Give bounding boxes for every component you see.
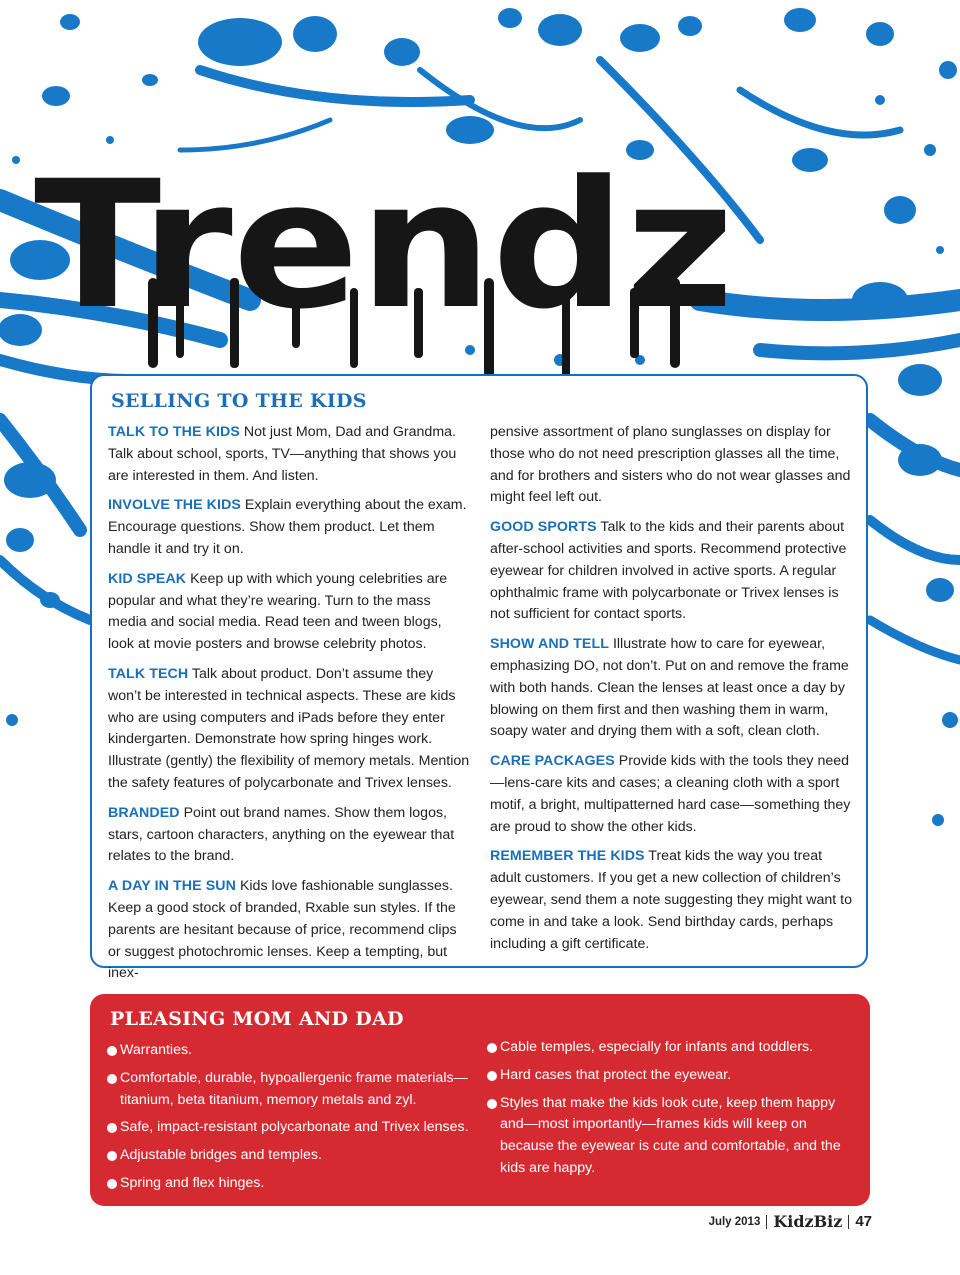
- tip-paragraph: [490, 634, 852, 743]
- tip-lead: INVOLVE THE KIDS: [108, 497, 241, 514]
- issue-date: July 2013: [708, 1215, 761, 1228]
- tip-paragraph: [108, 569, 470, 656]
- page-footer: [709, 1212, 872, 1231]
- bullet-icon: [107, 1123, 117, 1133]
- tip-lead: CARE PACKAGES: [490, 753, 615, 770]
- list-item: [486, 1037, 856, 1059]
- selling-to-kids-panel: [90, 374, 868, 982]
- trendz-title-graphic: [30, 128, 750, 388]
- tip-lead: TALK TO THE KIDS: [108, 424, 240, 440]
- tip-text: Point out brand names. Show them logos, stars, cartoon characters, anything on the eyewear that relates to the brand.: [108, 804, 455, 865]
- tip-lead: REMEMBER THE KIDS: [490, 848, 645, 865]
- tip-text: Talk about product. Don’t assume they won’t be interested in technical aspects. These are kids who are using computers and iPads before they enter kindergarten. Demonstrate how spring hinges work. Illustrate (gently) the flexibility of memory metals. Mention the safety features of polycarbonate and Trivex lenses.: [108, 665, 470, 791]
- page-number: 47: [855, 1213, 872, 1230]
- list-item: [486, 1093, 856, 1180]
- tip-paragraph: [108, 803, 470, 868]
- tip-text: Keep up with which young celebrities are popular and what they’re wearing. Turn to the mass media and social media. Read teen and tween blogs, look at movie posters and browse celebrity photos.: [108, 570, 448, 653]
- bullet-text: Spring and flex hinges.: [120, 1174, 265, 1191]
- pleasing-parents-panel: [90, 994, 870, 1206]
- left-column: [108, 422, 470, 993]
- right-column: [490, 422, 852, 963]
- tip-lead: SHOW AND TELL: [490, 636, 609, 653]
- bullet-text: Comfortable, durable, hypoallergenic frame materials—titanium, beta titanium, memory metals and zyl.: [120, 1069, 468, 1108]
- bullet-text: Cable temples, especially for infants and toddlers.: [500, 1039, 814, 1055]
- tip-paragraph: [108, 422, 470, 487]
- tip-paragraph: [108, 876, 470, 985]
- tip-paragraph: [490, 517, 852, 626]
- tip-text: Provide kids with the tools they need—lens-care kits and cases; a cleaning cloth with a sport motif, a bright, multipatterned hard case—something they are proud to show the other kids.: [490, 753, 851, 835]
- list-item: [106, 1145, 476, 1167]
- tip-lead: GOOD SPORTS: [490, 519, 597, 536]
- list-item: [106, 1068, 476, 1112]
- list-item: [106, 1173, 476, 1195]
- selling-to-kids-heading: SELLING TO THE KIDS: [111, 390, 367, 412]
- bullet-text: Warranties.: [120, 1042, 193, 1058]
- bullet-icon: [107, 1179, 117, 1189]
- bullet-text: Adjustable bridges and temples.: [120, 1147, 322, 1164]
- bullet-text: Safe, impact-resistant polycarbonate and Trivex lenses.: [120, 1119, 469, 1136]
- tip-lead: TALK TECH: [108, 665, 189, 682]
- tip-lead: BRANDED: [108, 804, 180, 821]
- tip-paragraph: [108, 495, 470, 560]
- footer-divider: [766, 1215, 767, 1229]
- bullet-text: Hard cases that protect the eyewear.: [500, 1066, 732, 1083]
- tip-text: pensive assortment of plano sunglasses on display for those who do not need prescription glasses all the time, and for brothers and sisters who do not wear glasses and might feel left out.: [490, 424, 851, 506]
- tip-lead: A DAY IN THE SUN: [108, 878, 236, 895]
- tip-paragraph-continued: [490, 422, 852, 509]
- tip-text: Explain everything about the exam. Encourage questions. Show them product. Let them handle it and try it on.: [108, 497, 467, 557]
- tip-lead: KID SPEAK: [108, 570, 187, 587]
- bullet-icon: [107, 1074, 117, 1084]
- bullet-icon: [487, 1099, 497, 1109]
- tip-text: Kids love fashionable sunglasses. Keep a good stock of branded, Rxable sun styles. If the parents are hesitant because of price, recommend clips or suggest photochromic lenses. Keep a tempting, but inex-: [108, 878, 457, 982]
- tip-text: Not just Mom, Dad and Grandma. Talk about school, sports, TV—anything that shows you are interested in them. And listen.: [108, 424, 457, 484]
- bullet-icon: [487, 1071, 497, 1081]
- magazine-section-name: KidzBiz: [773, 1212, 843, 1231]
- list-item: [106, 1040, 476, 1062]
- bullet-icon: [107, 1046, 117, 1056]
- bullet-icon: [107, 1151, 117, 1161]
- pleasing-parents-heading: PLEASING MOM AND DAD: [110, 1008, 404, 1030]
- bullet-text: Styles that make the kids look cute, keep them happy and—most importantly—frames kids will keep on because the eyewear is cute and comfortable, and the kids are happy.: [500, 1094, 841, 1176]
- bullet-icon: [487, 1043, 497, 1053]
- tip-paragraph: [490, 751, 852, 838]
- footer-divider: [848, 1215, 849, 1229]
- tip-text: Talk to the kids and their parents about after-school activities and sports. Recommend protective eyewear for children involved in active sports. A regular ophthalmic frame with polycarbonate or Trivex lenses is not sufficient for contact sports.: [490, 519, 847, 623]
- list-item: [106, 1117, 476, 1139]
- tip-text: Treat kids the way you treat adult customers. If you get a new collection of children’s eyewear, send them a note suggesting they might want to come in and take a look. Send birthday cards, perhaps including a gift certificate.: [490, 848, 853, 952]
- parents-bullet-list-right: [486, 1037, 856, 1186]
- tip-paragraph: [108, 664, 470, 795]
- tip-text: Illustrate how to care for eyewear, emphasizing DO, not don’t. Put on and remove the frame with both hands. Clean the lenses at least once a day by blowing on them first and then washing them in warm, soapy water and drying them with a soft, clean cloth.: [490, 636, 849, 740]
- parents-bullet-list-left: [106, 1040, 476, 1201]
- list-item: [486, 1065, 856, 1087]
- tip-paragraph: [490, 846, 852, 955]
- title-text: Trendz: [34, 143, 734, 348]
